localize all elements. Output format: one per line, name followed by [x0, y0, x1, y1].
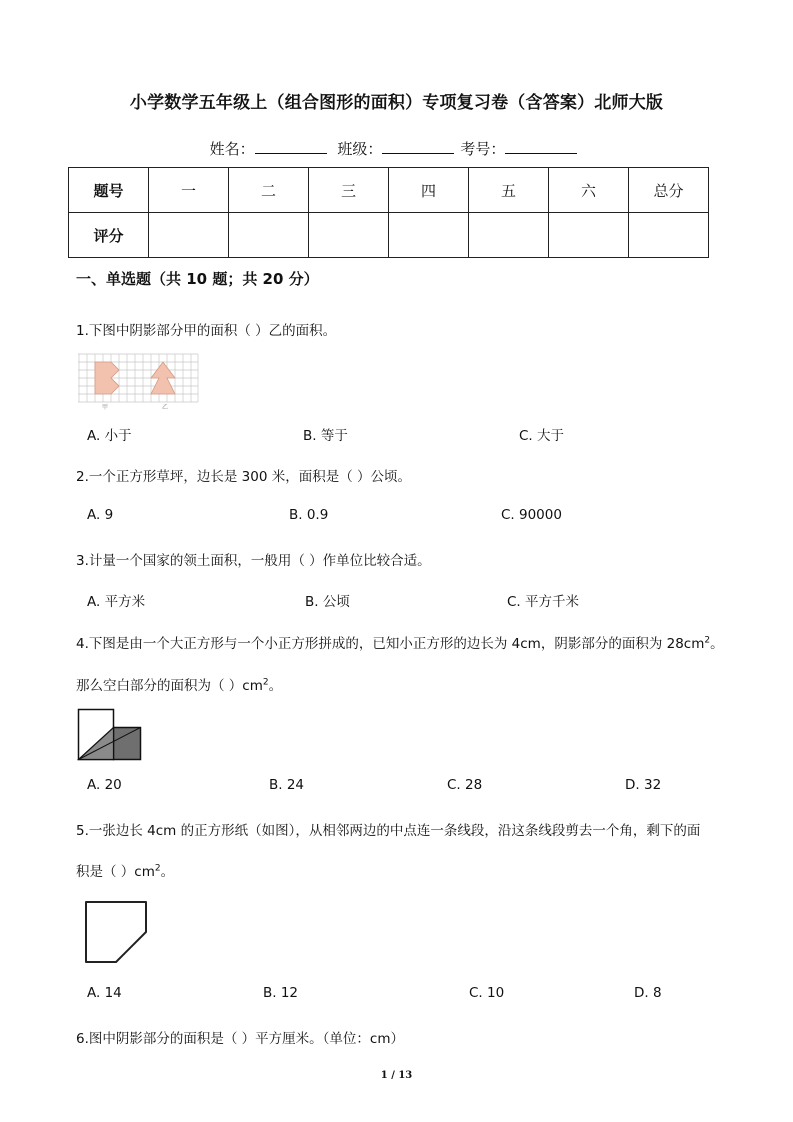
- score-cell: 六: [549, 168, 629, 213]
- q3-option-c[interactable]: C. 平方千米: [507, 594, 580, 610]
- q4-text: 4.下图是由一个大正方形与一个小正方形拼成的，已知小正方形的边长为 4cm，阴影部分的面积为 28cm: [76, 636, 705, 652]
- q4-figure: [77, 708, 143, 762]
- q1-option-c[interactable]: C. 大于: [519, 428, 565, 444]
- q4-punct: 。: [710, 636, 724, 652]
- score-input-cell[interactable]: [469, 213, 549, 258]
- score-cell: 总分: [629, 168, 709, 213]
- score-cell: 四: [389, 168, 469, 213]
- q2-option-b[interactable]: B. 0.9: [289, 507, 329, 523]
- exam-blank[interactable]: [505, 141, 577, 154]
- q4-sup: 2: [704, 635, 711, 646]
- score-input-cell[interactable]: [309, 213, 389, 258]
- question-4-line-1: [76, 632, 724, 652]
- name-label: 姓名：: [209, 140, 255, 158]
- q5-option-a[interactable]: A. 14: [87, 985, 122, 1001]
- score-cell: 题号: [69, 168, 149, 213]
- score-cell: 五: [469, 168, 549, 213]
- score-input-cell[interactable]: [229, 213, 309, 258]
- q5-option-d[interactable]: D. 8: [634, 985, 662, 1001]
- score-cell: 评分: [69, 213, 149, 258]
- shape-yi: [151, 362, 175, 394]
- q4-option-a[interactable]: A. 20: [87, 777, 122, 793]
- section-heading: 一、单选题（共 10 题；共 20 分）: [76, 270, 319, 288]
- score-table-score-row: [69, 213, 709, 258]
- q4-text: 那么空白部分的面积为（ ）cm: [76, 678, 263, 694]
- question-2: 2.一个正方形草坪，边长是 300 米，面积是（ ）公顷。: [76, 469, 412, 485]
- student-info: [0, 138, 793, 159]
- label-yi: 乙: [162, 404, 169, 410]
- page-title: 小学数学五年级上（组合图形的面积）专项复习卷（含答案）北师大版: [129, 93, 664, 113]
- exam-label: 考号：: [460, 140, 506, 158]
- q5-text: 积是（ ）cm: [76, 864, 155, 880]
- class-blank[interactable]: [382, 141, 454, 154]
- q2-option-a[interactable]: A. 9: [87, 507, 114, 523]
- question-1: 1.下图中阴影部分甲的面积（ ）乙的面积。: [76, 323, 337, 339]
- q4-sup: 2: [262, 677, 269, 688]
- q5-sup: 2: [154, 863, 161, 874]
- score-table: [68, 167, 709, 258]
- score-input-cell[interactable]: [549, 213, 629, 258]
- score-input-cell[interactable]: [149, 213, 229, 258]
- q4-option-c[interactable]: C. 28: [447, 777, 483, 793]
- question-3: 3.计量一个国家的领土面积，一般用（ ）作单位比较合适。: [76, 553, 431, 569]
- score-input-cell[interactable]: [629, 213, 709, 258]
- score-cell: 二: [229, 168, 309, 213]
- q4-option-d[interactable]: D. 32: [625, 777, 662, 793]
- q5-option-b[interactable]: B. 12: [263, 985, 299, 1001]
- score-table-header-row: [69, 168, 709, 213]
- q1-figure: [78, 352, 200, 410]
- class-label: 班级：: [337, 140, 383, 158]
- name-blank[interactable]: [255, 141, 327, 154]
- question-5-line-1: 5.一张边长 4cm 的正方形纸（如图），从相邻两边的中点连一条线段，沿这条线段剪去一个角，剩下的面: [76, 823, 701, 839]
- score-cell: 三: [309, 168, 389, 213]
- q5-punct: 。: [160, 864, 175, 880]
- question-6: 6.图中阴影部分的面积是（ ）平方厘米。（单位：cm）: [76, 1031, 404, 1047]
- question-5-line-2: [76, 860, 174, 880]
- score-input-cell[interactable]: [389, 213, 469, 258]
- q4-option-b[interactable]: B. 24: [269, 777, 305, 793]
- page-number: 1 / 13: [380, 1070, 413, 1081]
- q1-option-a[interactable]: A. 小于: [87, 428, 132, 444]
- q5-option-c[interactable]: C. 10: [469, 985, 505, 1001]
- q5-figure: [84, 900, 150, 966]
- q3-option-a[interactable]: A. 平方米: [87, 594, 146, 610]
- q4-punct: 。: [268, 678, 283, 694]
- label-jia: 甲: [102, 404, 109, 410]
- score-cell: 一: [149, 168, 229, 213]
- q2-option-c[interactable]: C. 90000: [501, 507, 562, 523]
- q1-option-b[interactable]: B. 等于: [303, 428, 348, 444]
- question-4-line-2: [76, 674, 282, 694]
- q3-option-b[interactable]: B. 公顷: [305, 594, 350, 610]
